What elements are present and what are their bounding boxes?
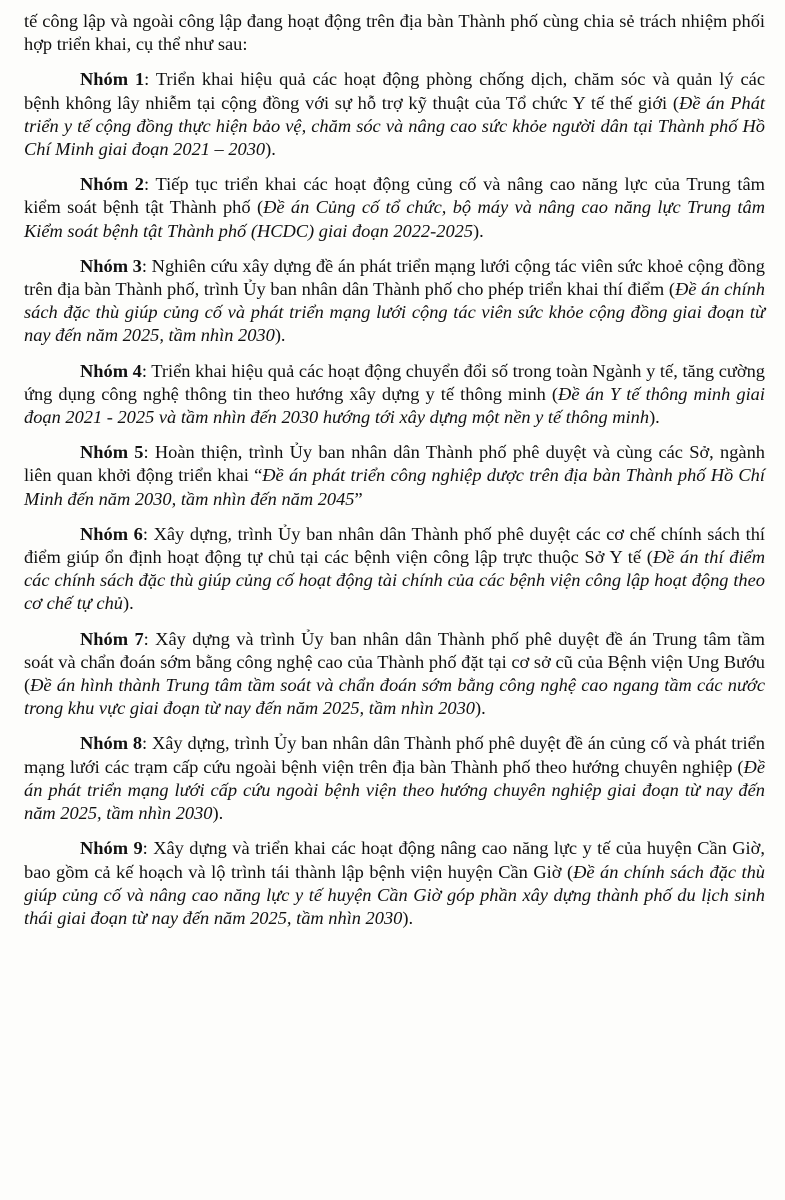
group-4-tail: ). [649,407,660,428]
group-8-label: Nhóm 8 [80,733,143,754]
group-1-project: Đề án Phát triển y tế cộng đồng thực hiện bảo vệ, chăm sóc và nâng cao sức khỏe người dân tại Thành phố Hồ Chí Minh giai đoạn 2021 – 2030 [24,92,766,160]
group-3-paragraph [24,255,765,348]
group-2-text: : Tiếp tục triển khai các hoạt động củng cố và nâng cao năng lực của Trung tâm kiểm soát bệnh tật Thành phố ( [24,174,765,218]
group-2-label: Nhóm 2 [80,174,144,195]
group-3-label: Nhóm 3 [80,255,142,276]
group-8-tail: ). [212,803,224,824]
group-8-paragraph [24,732,765,825]
group-9-tail: ). [402,907,414,928]
group-5-text: : Hoàn thiện, trình Ủy ban nhân dân Thành phố phê duyệt và cùng các Sở, ngành liên quan khởi động triển khai “ [24,442,765,486]
group-3-project: Đề án chính sách đặc thù giúp củng cố và phát triển mạng lưới cộng tác viên sức khỏe cộng đồng giai đoạn từ nay đến năm 2025, tầm nhìn 2030 [24,279,766,346]
group-8-text: : Xây dựng, trình Ủy ban nhân dân Thành phố phê duyệt đề án củng cố và phát triển mạng lưới các trạm cấp cứu ngoài bệnh viện trên địa bàn Thành phố theo hướng chuyên nghiệp ( [24,733,765,777]
group-1-tail: ). [265,139,276,160]
group-7-paragraph [24,628,765,721]
group-1-paragraph [24,68,765,161]
group-5-label: Nhóm 5 [80,442,144,463]
group-6-paragraph [24,523,765,616]
group-4-text: : Triển khai hiệu quả các hoạt động chuyển đổi số trong toàn Ngành y tế, tăng cường ứng dụng công nghệ thông tin theo hướng xây dựng y tế thông minh ( [24,360,765,404]
group-9-text: : Xây dựng và triển khai các hoạt động nâng cao năng lực y tế của huyện Cần Giờ, bao gồm cả kế hoạch và lộ trình tái thành lập bệnh viện huyện Cần Giờ ( [24,838,765,882]
group-5-tail: ” [354,488,363,509]
group-2-tail: ). [473,220,484,241]
group-4-label: Nhóm 4 [80,360,142,381]
group-2-paragraph [24,173,765,243]
group-1-text: : Triển khai hiệu quả các hoạt động phòng chống dịch, chăm sóc và quản lý các bệnh không lây nhiễm tại cộng đồng với sự hỗ trợ kỹ thuật của Tổ chức Y tế thế giới ( [24,69,765,113]
group-6-label: Nhóm 6 [80,523,143,544]
group-4-project: Đề án Y tế thông minh giai đoạn 2021 - 2025 và tầm nhìn đến 2030 hướng tới xây dựng một nền y tế thông minh [24,383,765,428]
group-8-project: Đề án phát triển mạng lưới cấp cứu ngoài bệnh viện theo hướng chuyên nghiệp giai đoạn từ nay đến năm 2025, tầm nhìn 2030 [24,756,765,824]
group-1-label: Nhóm 1 [80,69,145,90]
group-6-text: : Xây dựng, trình Ủy ban nhân dân Thành phố phê duyệt các cơ chế chính sách thí điểm giúp ổn định hoạt động tự chủ tại các bệnh viện công lập trực thuộc Sở Y tế ( [24,523,765,568]
group-9-paragraph [24,837,765,930]
group-6-project: Đề án thí điểm các chính sách đặc thù giúp củng cố hoạt động tài chính của các bệnh viện công lập hoạt động theo cơ chế tự chủ [24,547,766,614]
group-9-label: Nhóm 9 [80,838,143,859]
group-5-project: Đề án phát triển công nghiệp dược trên địa bàn Thành phố Hồ Chí Minh đến năm 2030, tầm nhìn đến năm 2045 [24,465,765,509]
group-7-tail: ). [475,698,486,719]
group-7-project: Đề án hình thành Trung tâm tầm soát và chẩn đoán sớm bằng công nghệ cao ngang tầm các nước trong khu vực giai đoạn từ nay đến năm 2025, tầm nhìn 2030 [24,675,765,719]
group-7-label: Nhóm 7 [80,628,144,649]
group-6-tail: ). [122,593,134,614]
group-2-project: Đề án Củng cố tổ chức, bộ máy và nâng cao năng lực Trung tâm Kiểm soát bệnh tật Thành phố (HCDC) giai đoạn 2022-2025 [24,197,765,241]
group-7-text: : Xây dựng và trình Ủy ban nhân dân Thành phố phê duyệt đề án Trung tâm tầm soát và chẩn đoán sớm bằng công nghệ cao của Thành phố đặt tại cơ sở cũ của Bệnh viện Ung Bướu ( [24,628,765,696]
group-9-project: Đề án chính sách đặc thù giúp củng cố và nâng cao năng lực y tế huyện Cần Giờ góp phần xây dựng thành phố du lịch sinh thái giai đoạn từ nay đến năm 2025, tầm nhìn 2030 [24,861,765,928]
intro-paragraph: tế công lập và ngoài công lập đang hoạt động trên địa bàn Thành phố cùng chia sẻ trách nhiệm phối hợp triển khai, cụ thể như sau: [24,11,765,55]
group-5-paragraph [24,441,765,511]
group-4-paragraph [24,360,765,430]
group-3-text: : Nghiên cứu xây dựng đề án phát triển mạng lưới cộng tác viên sức khoẻ cộng đồng trên địa bàn Thành phố, trình Ủy ban nhân dân Thành phố cho phép triển khai thí điểm ( [24,255,765,300]
group-3-tail: ). [274,325,286,346]
